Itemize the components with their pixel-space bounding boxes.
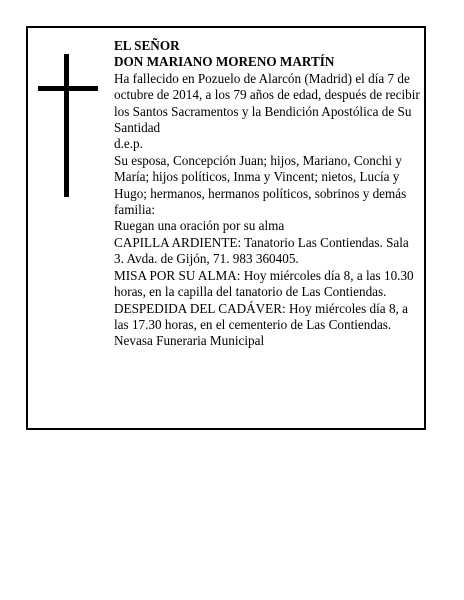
family-list: Su esposa, Concepción Juan; hijos, Mariano, Conchi y María; hijos políticos, Inma y Vincent; nietos, Lucía y Hugo; hermanos, hermanos políticos, sobrinos y demás familia: [114,152,407,218]
title-line-1: EL SEÑOR [114,38,180,53]
cross-horizontal-bar [38,86,98,91]
death-announcement: Ha fallecido en Pozuelo de Alarcón (Madrid) el día 7 de octubre de 2014, a los 79 años de edad, después de recibir los Santos Sacramentos y la Bendición Apostólica de Su Santidad [114,70,420,136]
cross-vertical-bar [64,54,69,197]
mass-and-burial-info: MISA POR SU ALMA: Hoy miércoles día 8, a las 10.30 horas, en la capilla del tanatorio de Las Contiendas. DESPEDIDA DEL CADÁVER: Hoy miércoles día 8, a las 17.30 horas, en el cementerio de Las Contiendas. [114,267,414,332]
funeral-chapel-info: CAPILLA ARDIENTE: Tanatorio Las Contiendas. Sala 3. Avda. de Gijón, 71. 983 360405. [114,234,409,267]
funeral-home: Nevasa Funeraria Municipal [114,333,265,349]
rest-in-peace: d.e.p. [114,136,143,152]
cross-icon [38,54,98,197]
prayer-request: Ruegan una oración por su alma [114,218,285,234]
obituary-text [114,38,420,350]
deceased-name: DON MARIANO MORENO MARTÍN [114,54,335,70]
